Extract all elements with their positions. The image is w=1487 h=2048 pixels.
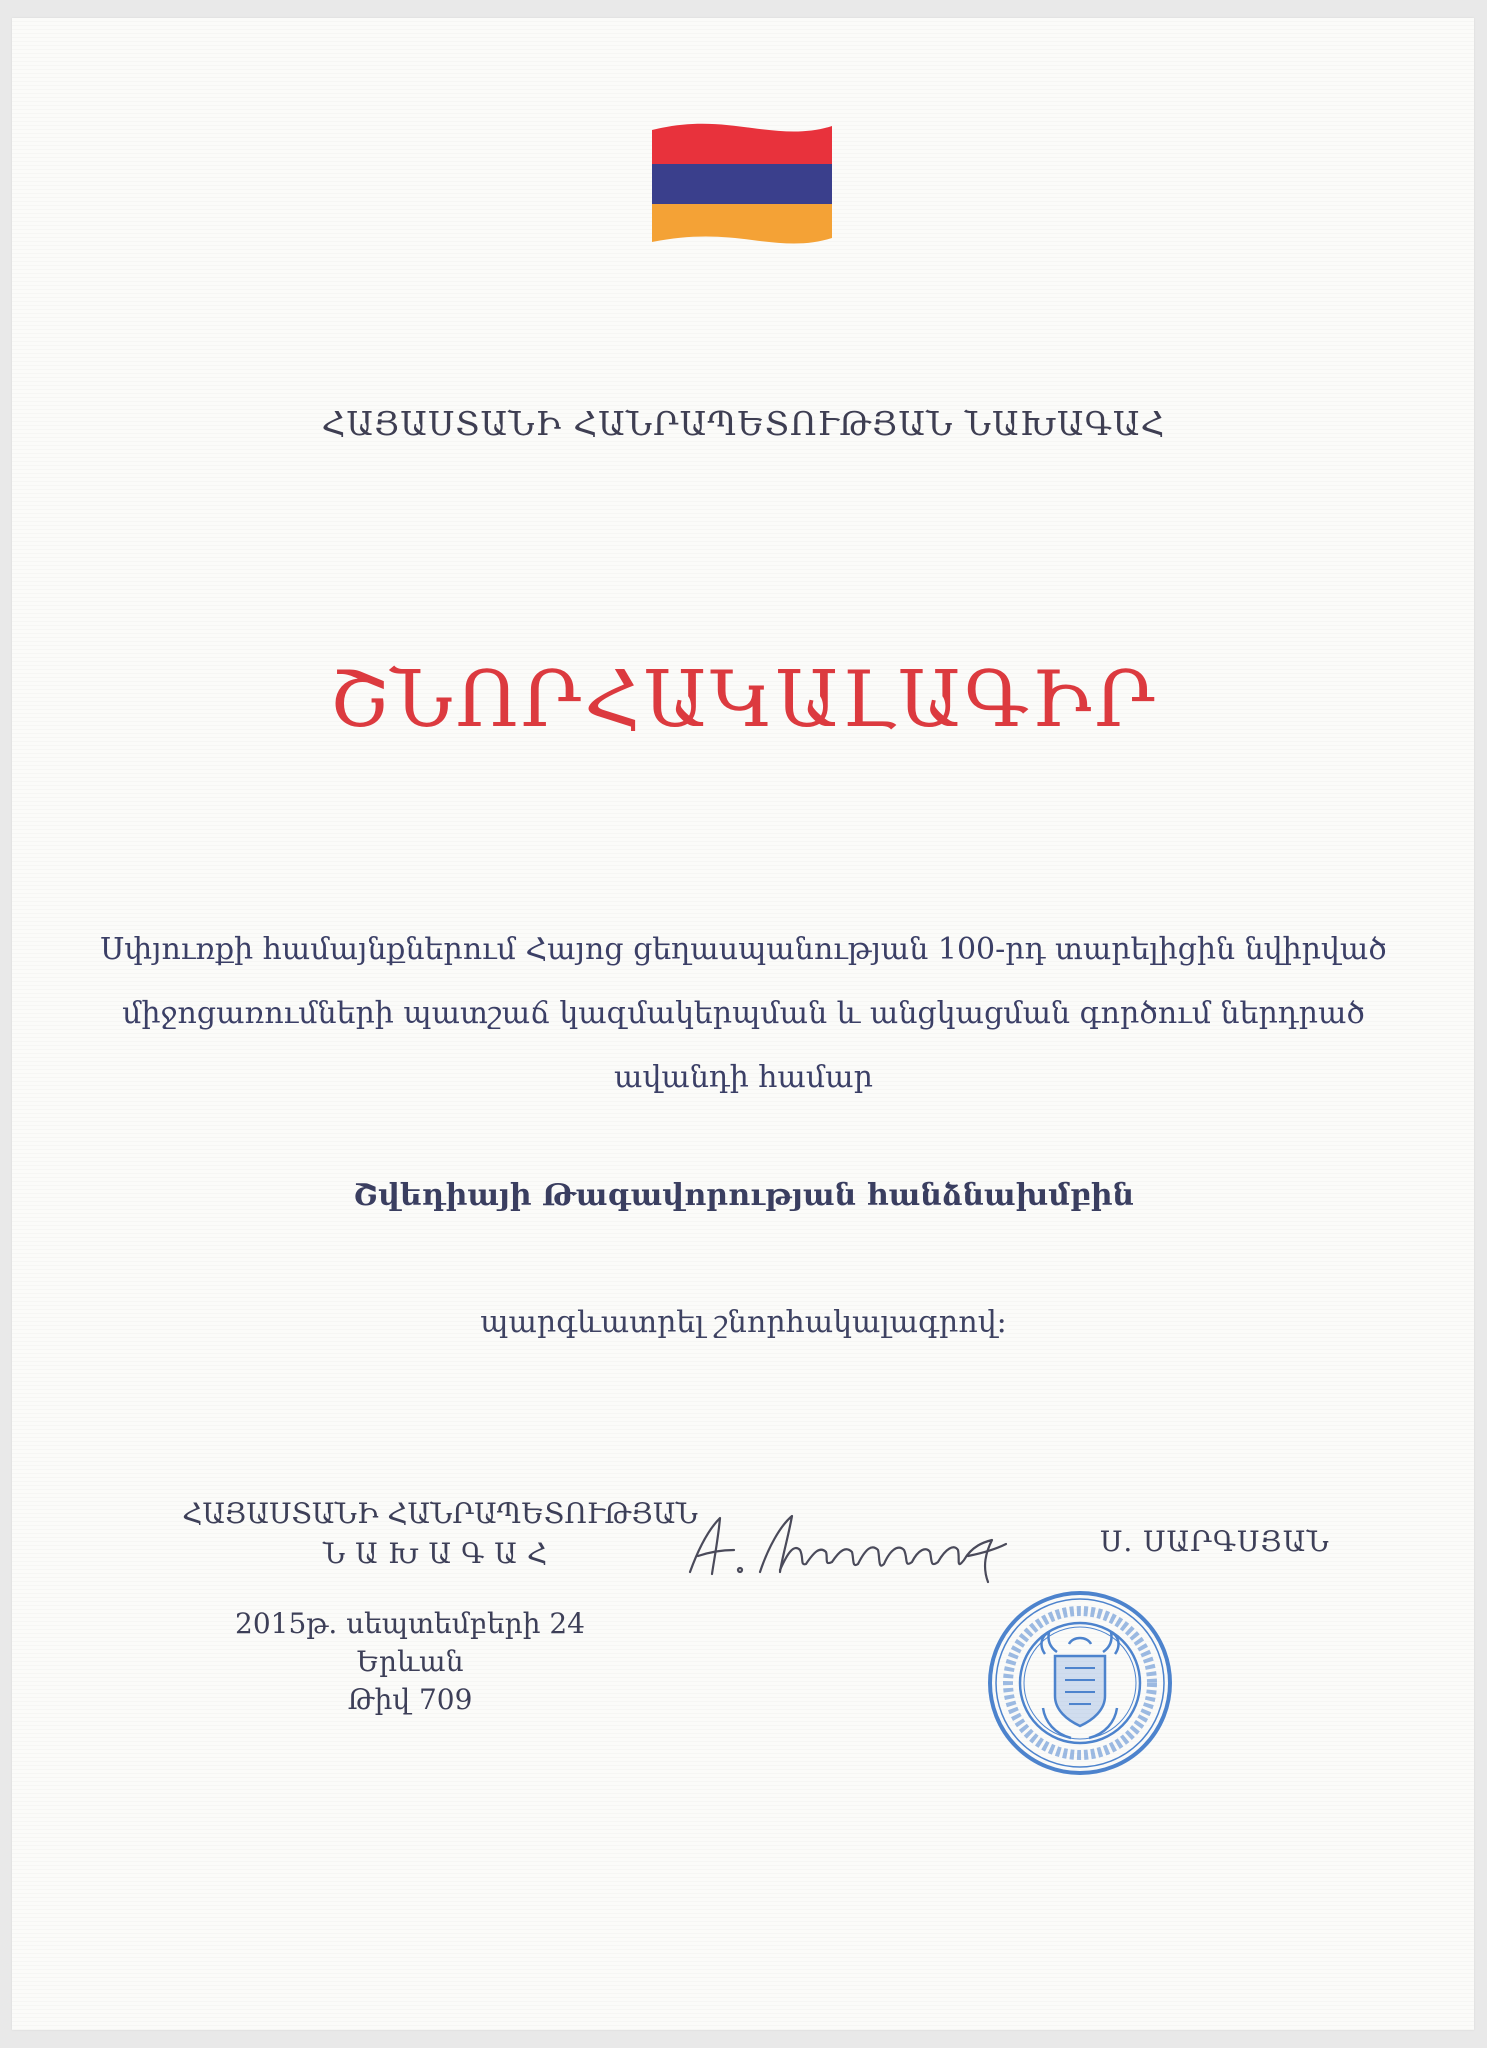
recipient-name: Շվեդիայի Թագավորության հանձնախմբին (352, 1178, 1135, 1213)
flag-orange-stripe (652, 204, 832, 246)
citation-line-1: Սփյուռքի համայնքներում Հայոց ցեղասպանության 100-րդ տարելիցին նվիրված (100, 932, 1387, 967)
issuer-header: ՀԱՅԱՍՏԱՆԻ ՀԱՆՐԱՊԵՏՈՒԹՅԱՆ ՆԱԽԱԳԱՀ (321, 404, 1166, 443)
signer-name: Ս. ՍԱՐԳՍՅԱՆ (1100, 1525, 1330, 1558)
flag-blue-stripe (652, 164, 832, 206)
citation-line-3: ավանդի համար (614, 1060, 873, 1095)
official-seal-icon (985, 1588, 1175, 1778)
citation-line-2: միջոցառումների պատշաճ կազմակերպման և անցկացման գործում ներդրած (122, 996, 1365, 1031)
signatory-office (180, 1494, 700, 1574)
handwritten-signature (668, 1500, 1028, 1590)
issue-date: 2015թ. սեպտեմբերի 24 (235, 1607, 585, 1640)
office-line-2: ՆԱԽԱԳԱՀ (322, 1537, 558, 1570)
flag-red-stripe (652, 122, 832, 166)
armenian-flag-icon (652, 122, 832, 246)
certificate-title: ՇՆՈՐՀԱԿԱԼԱԳԻՐ (328, 655, 1159, 745)
issue-city: Երևան (356, 1645, 464, 1678)
award-action: պարգևատրել շնորհակալագրով: (480, 1305, 1007, 1340)
citation-text (0, 918, 1487, 1110)
document-number: Թիվ 709 (347, 1683, 473, 1716)
issue-details (230, 1605, 590, 1719)
office-line-1: ՀԱՅԱՍՏԱՆԻ ՀԱՆՐԱՊԵՏՈՒԹՅԱՆ (182, 1497, 698, 1530)
